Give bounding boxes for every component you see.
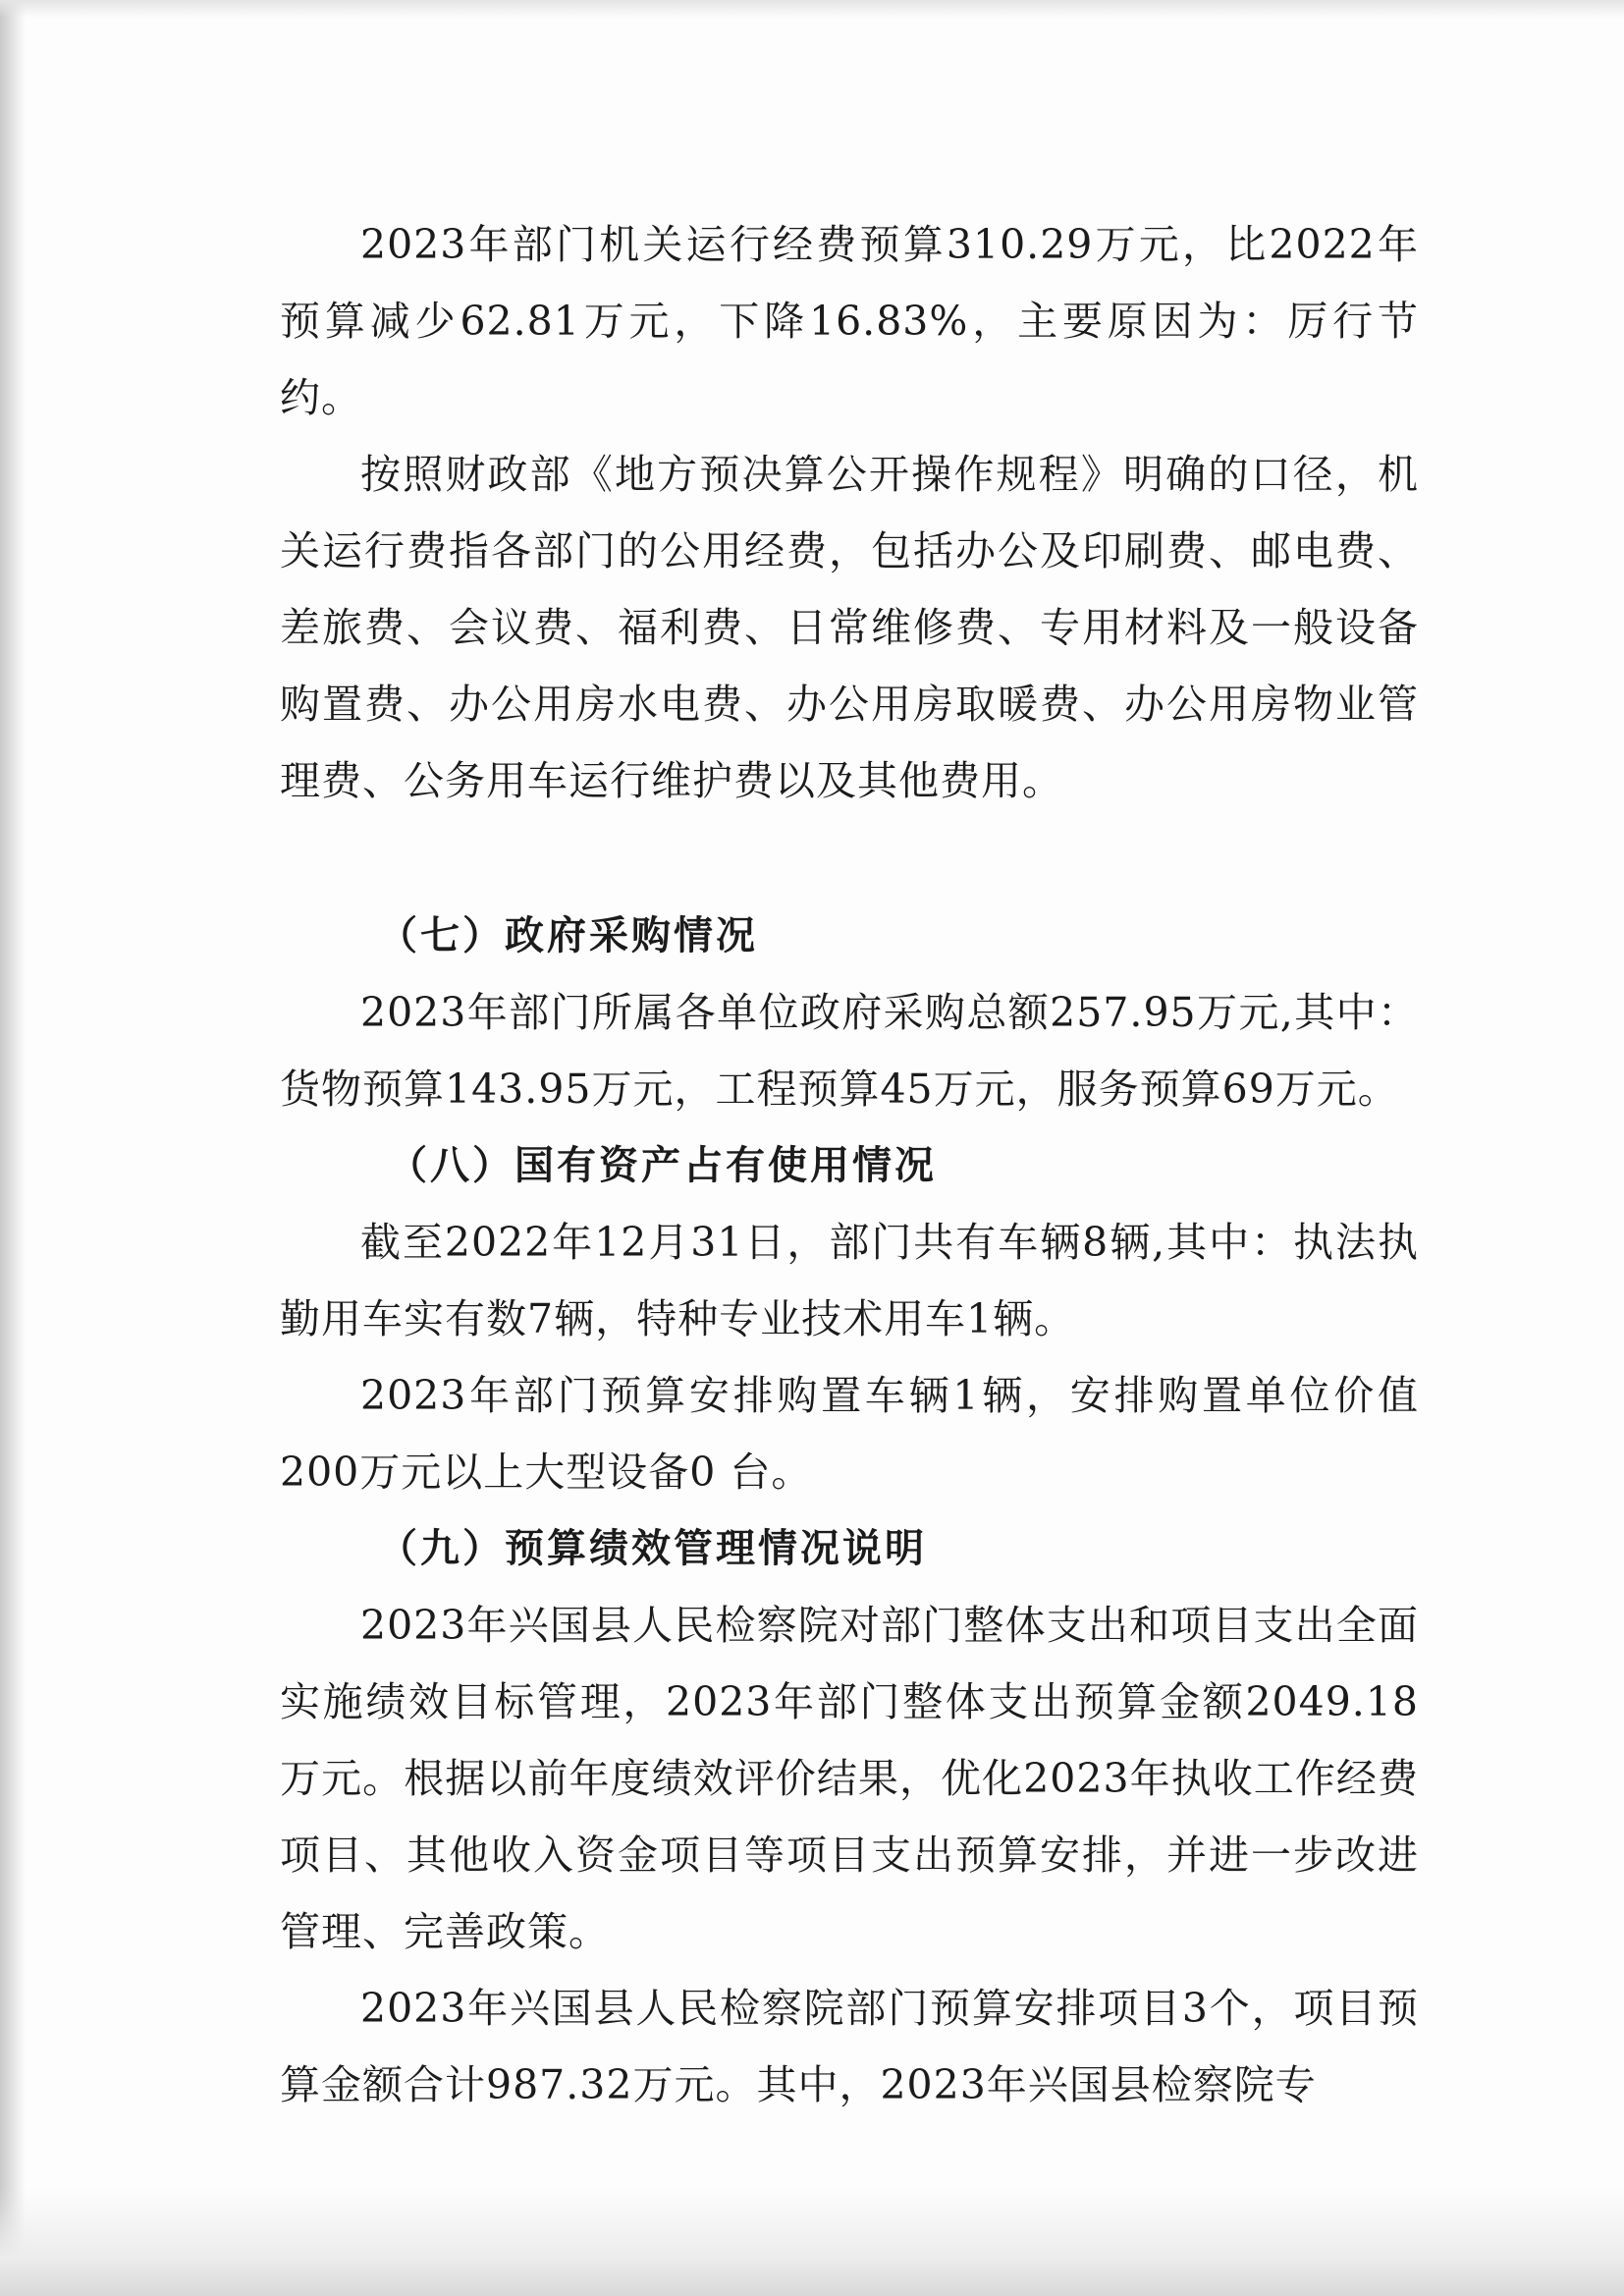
paragraph-operating-expenses-definition: 按照财政部《地方预决算公开操作规程》明确的口径，机关运行费指各部门的公用经费，包括办公及印刷费、邮电费、差旅费、会议费、福利费、日常维修费、专用材料及一般设备购置费、办公用房水电费、办公用房取暖费、办公用房物业管理费、公务用车运行维护费以及其他费用。 — [280, 451, 1419, 804]
scan-shadow-top — [0, 0, 1624, 18]
paragraph-vehicle-purchase: 2023年部门预算安排购置车辆1辆，安排购置单位价值200万元以上大型设备0 台。 — [280, 1372, 1419, 1496]
scan-shadow-bottom — [0, 2188, 1624, 2296]
document-body — [280, 206, 1419, 2123]
section-heading-government-procurement: （七）政府采购情况 — [378, 913, 758, 958]
section-heading-state-assets: （八）国有资产占有使用情况 — [388, 1143, 937, 1188]
paragraph-vehicles: 截至2022年12月31日，部门共有车辆8辆,其中：执法执勤用车实有数7辆，特种专业技术用车1辆。 — [280, 1219, 1419, 1342]
scan-shadow-left — [0, 0, 26, 2296]
paragraph-government-procurement: 2023年部门所属各单位政府采购总额257.95万元,其中：货物预算143.95万元，工程预算45万元，服务预算69万元。 — [280, 989, 1419, 1113]
paragraph-project-budget: 2023年兴国县人民检察院部门预算安排项目3个，项目预算金额合计987.32万元。其中，2023年兴国县检察院专 — [280, 1985, 1419, 2108]
paragraph-performance-targets: 2023年兴国县人民检察院对部门整体支出和项目支出全面实施绩效目标管理，2023年部门整体支出预算金额2049.18万元。根据以前年度绩效评价结果，优化2023年执收工作经费项目、其他收入资金项目等项目支出预算安排，并进一步改进管理、完善政策。 — [280, 1602, 1419, 1955]
paragraph-operating-expenses: 2023年部门机关运行经费预算310.29万元，比2022年预算减少62.81万元，下降16.83%，主要原因为：厉行节约。 — [280, 221, 1419, 421]
section-heading-performance-management: （九）预算绩效管理情况说明 — [378, 1526, 927, 1571]
